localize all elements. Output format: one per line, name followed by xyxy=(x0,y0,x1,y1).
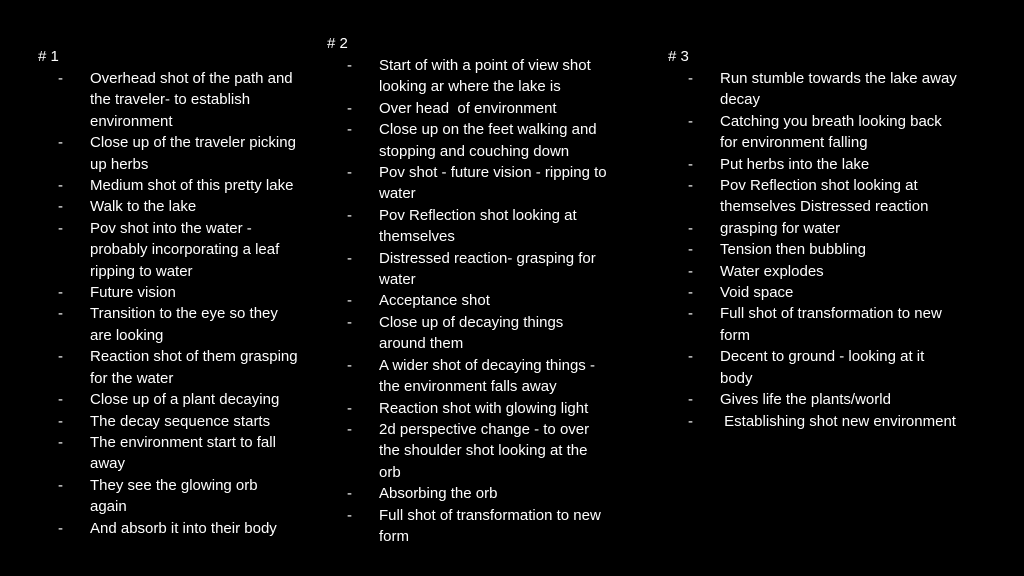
list-item xyxy=(38,196,298,217)
bullet-dash: - xyxy=(347,292,352,310)
list-item-text: Catching you breath looking back for environment falling xyxy=(720,112,946,152)
list-item-text: Transition to the eye so they are looking xyxy=(90,305,283,344)
bullet-dash: - xyxy=(58,476,63,494)
list-item xyxy=(327,55,607,98)
list-item-text: Walk to the lake xyxy=(90,198,197,216)
list-item-text: Distressed reaction- grasping for water xyxy=(379,249,600,289)
list-item-text: Future vision xyxy=(90,284,176,302)
list-item xyxy=(668,175,958,218)
list-item xyxy=(38,411,298,432)
list-item-text: Void space xyxy=(720,284,794,302)
list-item-text: Run stumble towards the lake away decay xyxy=(720,70,961,109)
list-item xyxy=(668,303,958,346)
bullet-dash: - xyxy=(58,70,63,87)
list-item xyxy=(327,355,607,398)
column-heading: # 2 xyxy=(327,35,348,52)
list-item xyxy=(668,218,958,239)
bullet-dash: - xyxy=(688,412,693,430)
bullet-dash: - xyxy=(58,391,63,409)
list-item-text: Close up of the traveler picking up herbs xyxy=(90,134,301,173)
bullet-dash: - xyxy=(688,219,693,237)
bullet-dash: - xyxy=(347,356,352,374)
list-item xyxy=(38,282,298,303)
bullet-dash: - xyxy=(347,249,352,267)
list-item-text: Pov Reflection shot looking at themselves Distressed reaction xyxy=(720,177,929,216)
list-item xyxy=(327,505,607,548)
list-item xyxy=(38,432,298,475)
bullet-dash: - xyxy=(58,134,63,152)
list-item-text: 2d perspective change - to over the shoulder shot looking at the orb xyxy=(379,420,594,481)
bullet-dash: - xyxy=(347,121,352,139)
list-item xyxy=(668,239,958,260)
bullet-dash: - xyxy=(347,485,352,503)
list-item-text: Absorbing the orb xyxy=(379,485,498,503)
column-heading: # 3 xyxy=(668,48,689,65)
bullet-dash: - xyxy=(58,177,63,195)
list-item-text: The decay sequence starts xyxy=(90,412,271,430)
bullet-dash: - xyxy=(347,57,352,74)
list-item-text: Close up of a plant decaying xyxy=(90,391,280,409)
list-item xyxy=(38,132,301,175)
list-item-text: Full shot of transformation to new form xyxy=(379,506,605,545)
list-item xyxy=(668,389,958,410)
bullet-dash: - xyxy=(58,519,63,537)
bullet-dash: - xyxy=(58,348,63,366)
bullet-dash: - xyxy=(58,412,63,430)
bullet-dash: - xyxy=(58,219,63,237)
list-item xyxy=(327,483,607,504)
list-item-text: Overhead shot of the path and the traveler- to establish environment xyxy=(90,70,297,130)
list-item-text: And absorb it into their body xyxy=(90,519,277,537)
list-item xyxy=(38,175,298,196)
list-item-text: The environment start to fall away xyxy=(90,433,281,473)
list-item xyxy=(327,248,607,291)
list-item xyxy=(38,389,298,410)
list-item xyxy=(327,205,607,248)
bullet-dash: - xyxy=(58,433,63,451)
column-heading: # 1 xyxy=(38,48,59,65)
bullet-dash: - xyxy=(347,313,352,331)
bullet-dash: - xyxy=(347,506,352,524)
list-item xyxy=(668,282,958,303)
list-item-text: Full shot of transformation to new form xyxy=(720,305,946,344)
list-item-text: Establishing shot new environment xyxy=(720,412,956,430)
list-item xyxy=(668,111,958,154)
list-item xyxy=(327,98,607,119)
list-item xyxy=(327,419,607,483)
list-item xyxy=(668,154,958,175)
list-item-text: Reaction shot with glowing light xyxy=(379,399,589,417)
list-item-text: Medium shot of this pretty lake xyxy=(90,177,294,195)
bullet-dash: - xyxy=(688,177,693,195)
bullet-dash: - xyxy=(688,305,693,323)
list-item-text: Put herbs into the lake xyxy=(720,155,870,173)
list-item-text: Decent to ground - looking at it body xyxy=(720,348,929,387)
bullet-dash: - xyxy=(58,284,63,302)
bullet-dash: - xyxy=(688,70,693,87)
bullet-dash: - xyxy=(688,284,693,302)
bullet-dash: - xyxy=(688,348,693,366)
list-item-text: Close up on the feet walking and stopping and couching down xyxy=(379,121,601,160)
bullet-dash: - xyxy=(688,241,693,259)
shot-list xyxy=(38,68,302,539)
list-item xyxy=(327,398,607,419)
list-item xyxy=(668,346,958,389)
list-item-text: Pov Reflection shot looking at themselves xyxy=(379,206,581,246)
list-item-text: Start of with a point of view shot looking ar where the lake is xyxy=(379,57,595,96)
bullet-dash: - xyxy=(347,420,352,438)
list-item xyxy=(38,218,298,282)
list-item xyxy=(327,312,607,355)
bullet-dash: - xyxy=(688,112,693,130)
list-item xyxy=(38,518,298,539)
bullet-dash: - xyxy=(58,305,63,323)
list-item xyxy=(327,119,607,162)
list-item xyxy=(38,346,302,389)
bullet-dash: - xyxy=(347,206,352,224)
list-item-text: Pov shot into the water - probably incorporating a leaf ripping to water xyxy=(90,219,284,280)
list-item-text: A wider shot of decaying things - the environment falls away xyxy=(379,356,600,396)
list-item xyxy=(668,68,961,111)
list-item-text: Reaction shot of them grasping for the water xyxy=(90,348,302,387)
bullet-dash: - xyxy=(58,198,63,216)
list-item xyxy=(38,303,298,346)
shot-list xyxy=(327,55,611,547)
bullet-dash: - xyxy=(688,262,693,280)
list-item xyxy=(327,162,611,205)
list-item xyxy=(327,290,607,311)
list-item-text: Close up of decaying things around them xyxy=(379,313,568,353)
list-item-text: Tension then bubbling xyxy=(720,241,866,259)
list-item xyxy=(668,411,958,432)
list-item-text: Pov shot - future vision - ripping to water xyxy=(379,164,611,203)
list-item-text: grasping for water xyxy=(720,219,841,237)
bullet-dash: - xyxy=(347,399,352,417)
list-item xyxy=(38,475,298,518)
list-item-text: Acceptance shot xyxy=(379,292,490,310)
list-item xyxy=(38,68,298,132)
shot-list xyxy=(668,68,961,432)
list-item-text: They see the glowing orb again xyxy=(90,476,262,516)
bullet-dash: - xyxy=(347,164,352,182)
bullet-dash: - xyxy=(347,99,352,117)
list-item-text: Over head of environment xyxy=(379,99,557,117)
list-item-text: Gives life the plants/world xyxy=(720,391,891,409)
bullet-dash: - xyxy=(688,155,693,173)
list-item-text: Water explodes xyxy=(720,262,824,280)
bullet-dash: - xyxy=(688,391,693,409)
list-item xyxy=(668,261,958,282)
